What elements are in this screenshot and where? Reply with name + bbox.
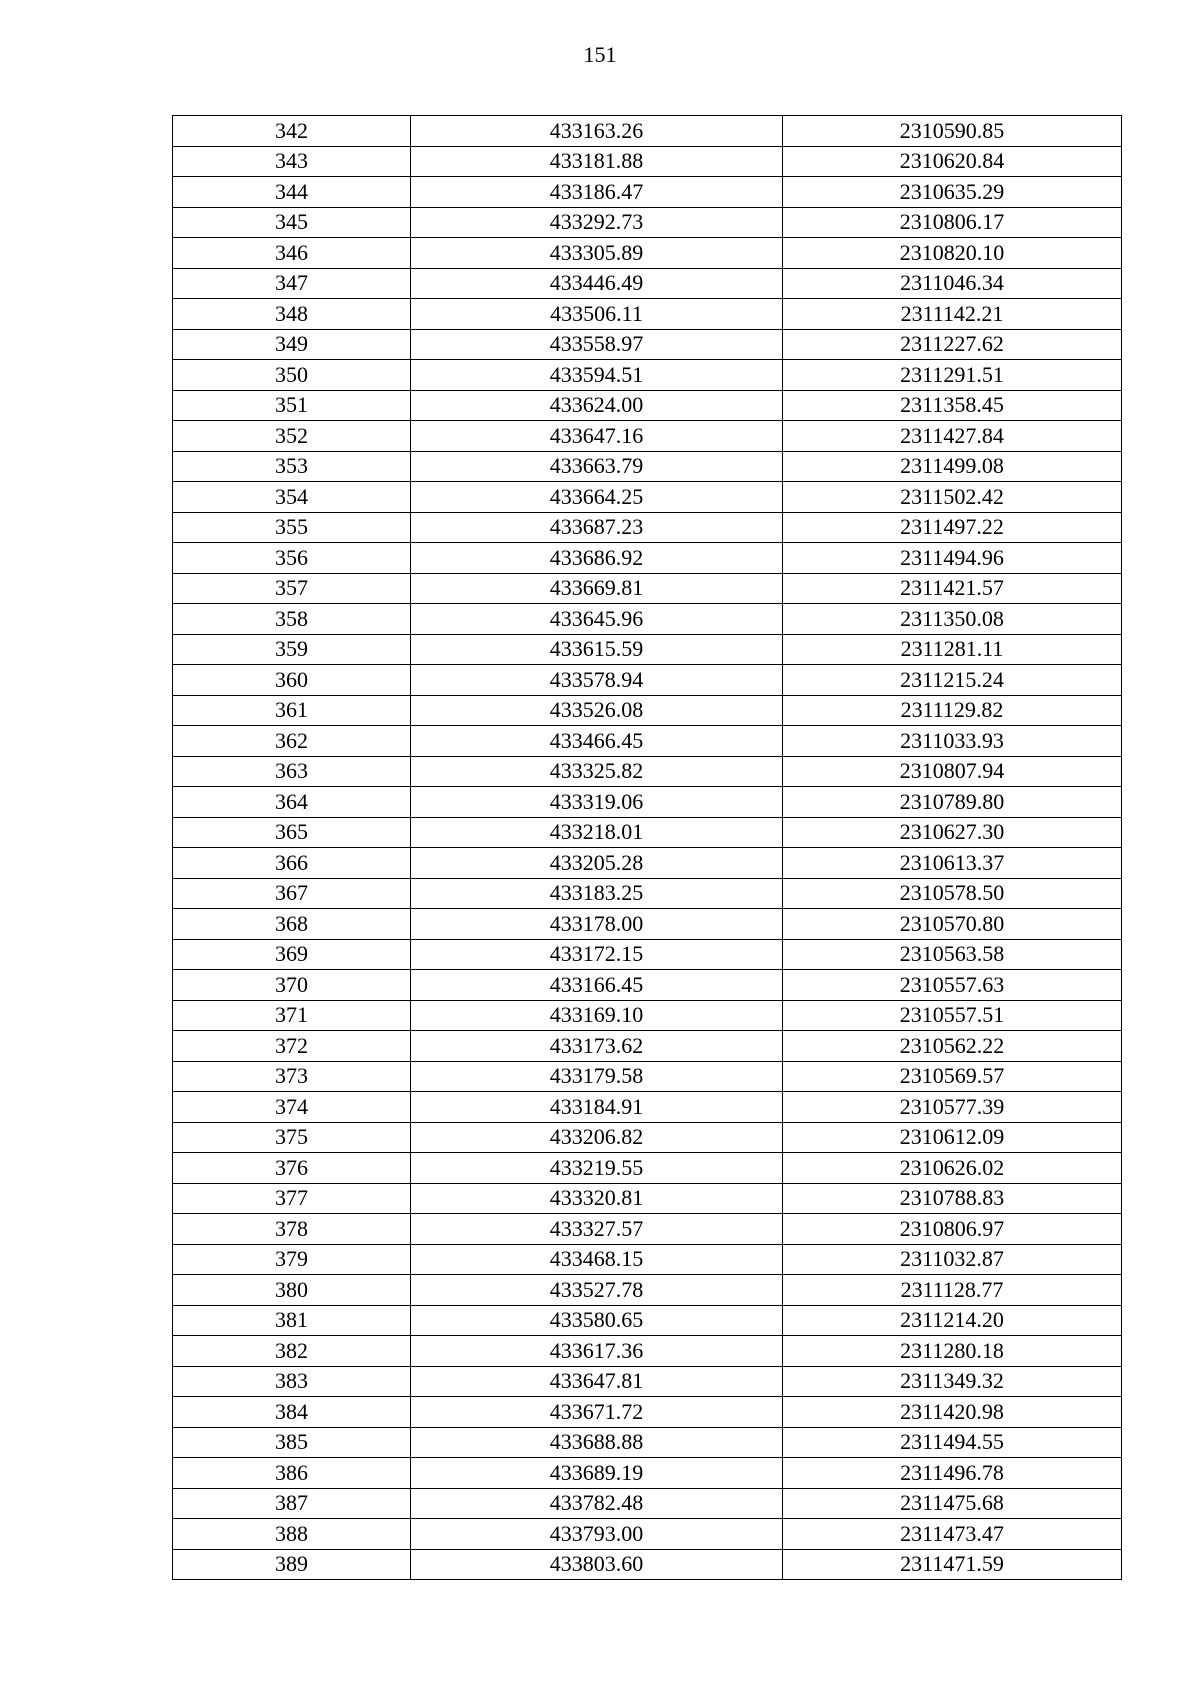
table-row (173, 207, 1122, 238)
point-number-cell: 377 (173, 1183, 411, 1214)
y-coordinate-cell: 2310789.80 (783, 787, 1122, 818)
x-coordinate-cell: 433617.36 (411, 1336, 783, 1367)
table-row (173, 573, 1122, 604)
point-number-cell: 353 (173, 451, 411, 482)
point-number-cell: 366 (173, 848, 411, 879)
table-row (173, 482, 1122, 513)
table-row (173, 390, 1122, 421)
y-coordinate-cell: 2310569.57 (783, 1061, 1122, 1092)
x-coordinate-cell: 433466.45 (411, 726, 783, 757)
point-number-cell: 367 (173, 878, 411, 909)
y-coordinate-cell: 2311494.55 (783, 1427, 1122, 1458)
x-coordinate-cell: 433325.82 (411, 756, 783, 787)
table-row (173, 1397, 1122, 1428)
table-row (173, 1549, 1122, 1580)
x-coordinate-cell: 433671.72 (411, 1397, 783, 1428)
point-number-cell: 362 (173, 726, 411, 757)
x-coordinate-cell: 433163.26 (411, 116, 783, 147)
point-number-cell: 343 (173, 146, 411, 177)
point-number-cell: 384 (173, 1397, 411, 1428)
point-number-cell: 350 (173, 360, 411, 391)
x-coordinate-cell: 433468.15 (411, 1244, 783, 1275)
y-coordinate-cell: 2311475.68 (783, 1488, 1122, 1519)
x-coordinate-cell: 433169.10 (411, 1000, 783, 1031)
y-coordinate-cell: 2311471.59 (783, 1549, 1122, 1580)
table-row (173, 299, 1122, 330)
y-coordinate-cell: 2310807.94 (783, 756, 1122, 787)
point-number-cell: 345 (173, 207, 411, 238)
table-row (173, 695, 1122, 726)
x-coordinate-cell: 433327.57 (411, 1214, 783, 1245)
point-number-cell: 370 (173, 970, 411, 1001)
point-number-cell: 348 (173, 299, 411, 330)
table-row (173, 817, 1122, 848)
point-number-cell: 365 (173, 817, 411, 848)
x-coordinate-cell: 433446.49 (411, 268, 783, 299)
table-row (173, 604, 1122, 635)
table-row (173, 1366, 1122, 1397)
x-coordinate-cell: 433184.91 (411, 1092, 783, 1123)
point-number-cell: 346 (173, 238, 411, 269)
y-coordinate-cell: 2311227.62 (783, 329, 1122, 360)
y-coordinate-cell: 2311215.24 (783, 665, 1122, 696)
table-row (173, 238, 1122, 269)
point-number-cell: 375 (173, 1122, 411, 1153)
y-coordinate-cell: 2310627.30 (783, 817, 1122, 848)
point-number-cell: 359 (173, 634, 411, 665)
point-number-cell: 360 (173, 665, 411, 696)
x-coordinate-cell: 433183.25 (411, 878, 783, 909)
x-coordinate-cell: 433320.81 (411, 1183, 783, 1214)
table-row (173, 1244, 1122, 1275)
table-row (173, 116, 1122, 147)
y-coordinate-cell: 2310806.97 (783, 1214, 1122, 1245)
table-row (173, 1275, 1122, 1306)
table-row (173, 1061, 1122, 1092)
table-row (173, 451, 1122, 482)
x-coordinate-cell: 433580.65 (411, 1305, 783, 1336)
y-coordinate-cell: 2310563.58 (783, 939, 1122, 970)
point-number-cell: 363 (173, 756, 411, 787)
table-row (173, 1153, 1122, 1184)
x-coordinate-cell: 433292.73 (411, 207, 783, 238)
x-coordinate-cell: 433305.89 (411, 238, 783, 269)
x-coordinate-cell: 433647.16 (411, 421, 783, 452)
table-row (173, 1122, 1122, 1153)
table-row (173, 939, 1122, 970)
x-coordinate-cell: 433506.11 (411, 299, 783, 330)
y-coordinate-cell: 2310626.02 (783, 1153, 1122, 1184)
table-row (173, 1336, 1122, 1367)
point-number-cell: 357 (173, 573, 411, 604)
point-number-cell: 364 (173, 787, 411, 818)
x-coordinate-cell: 433186.47 (411, 177, 783, 208)
y-coordinate-cell: 2311032.87 (783, 1244, 1122, 1275)
x-coordinate-cell: 433686.92 (411, 543, 783, 574)
y-coordinate-cell: 2310562.22 (783, 1031, 1122, 1062)
x-coordinate-cell: 433647.81 (411, 1366, 783, 1397)
table-row (173, 1092, 1122, 1123)
table-row (173, 421, 1122, 452)
point-number-cell: 378 (173, 1214, 411, 1245)
point-number-cell: 381 (173, 1305, 411, 1336)
y-coordinate-cell: 2311142.21 (783, 299, 1122, 330)
point-number-cell: 386 (173, 1458, 411, 1489)
coordinates-table (172, 115, 1122, 1580)
y-coordinate-cell: 2310570.80 (783, 909, 1122, 940)
x-coordinate-cell: 433689.19 (411, 1458, 783, 1489)
point-number-cell: 376 (173, 1153, 411, 1184)
y-coordinate-cell: 2310577.39 (783, 1092, 1122, 1123)
point-number-cell: 383 (173, 1366, 411, 1397)
x-coordinate-cell: 433687.23 (411, 512, 783, 543)
point-number-cell: 351 (173, 390, 411, 421)
point-number-cell: 379 (173, 1244, 411, 1275)
x-coordinate-cell: 433218.01 (411, 817, 783, 848)
table-row (173, 1305, 1122, 1336)
table-row (173, 1519, 1122, 1550)
point-number-cell: 342 (173, 116, 411, 147)
x-coordinate-cell: 433594.51 (411, 360, 783, 391)
x-coordinate-cell: 433319.06 (411, 787, 783, 818)
table-row (173, 665, 1122, 696)
table-row (173, 634, 1122, 665)
point-number-cell: 356 (173, 543, 411, 574)
point-number-cell: 361 (173, 695, 411, 726)
table-row (173, 848, 1122, 879)
y-coordinate-cell: 2310820.10 (783, 238, 1122, 269)
y-coordinate-cell: 2310613.37 (783, 848, 1122, 879)
y-coordinate-cell: 2310620.84 (783, 146, 1122, 177)
x-coordinate-cell: 433173.62 (411, 1031, 783, 1062)
x-coordinate-cell: 433688.88 (411, 1427, 783, 1458)
table-row (173, 1031, 1122, 1062)
table-row (173, 756, 1122, 787)
point-number-cell: 349 (173, 329, 411, 360)
point-number-cell: 387 (173, 1488, 411, 1519)
table-row (173, 1214, 1122, 1245)
x-coordinate-cell: 433179.58 (411, 1061, 783, 1092)
x-coordinate-cell: 433526.08 (411, 695, 783, 726)
table-row (173, 268, 1122, 299)
table-row (173, 1488, 1122, 1519)
point-number-cell: 380 (173, 1275, 411, 1306)
x-coordinate-cell: 433782.48 (411, 1488, 783, 1519)
y-coordinate-cell: 2311281.11 (783, 634, 1122, 665)
y-coordinate-cell: 2311427.84 (783, 421, 1122, 452)
y-coordinate-cell: 2311046.34 (783, 268, 1122, 299)
y-coordinate-cell: 2311473.47 (783, 1519, 1122, 1550)
x-coordinate-cell: 433615.59 (411, 634, 783, 665)
page-number: 151 (583, 42, 617, 67)
y-coordinate-cell: 2311499.08 (783, 451, 1122, 482)
y-coordinate-cell: 2310806.17 (783, 207, 1122, 238)
table-row (173, 543, 1122, 574)
x-coordinate-cell: 433669.81 (411, 573, 783, 604)
y-coordinate-cell: 2310590.85 (783, 116, 1122, 147)
point-number-cell: 389 (173, 1549, 411, 1580)
x-coordinate-cell: 433205.28 (411, 848, 783, 879)
x-coordinate-cell: 433558.97 (411, 329, 783, 360)
table-row (173, 1458, 1122, 1489)
y-coordinate-cell: 2310578.50 (783, 878, 1122, 909)
y-coordinate-cell: 2311033.93 (783, 726, 1122, 757)
point-number-cell: 374 (173, 1092, 411, 1123)
y-coordinate-cell: 2310612.09 (783, 1122, 1122, 1153)
x-coordinate-cell: 433172.15 (411, 939, 783, 970)
y-coordinate-cell: 2311214.20 (783, 1305, 1122, 1336)
y-coordinate-cell: 2311350.08 (783, 604, 1122, 635)
x-coordinate-cell: 433166.45 (411, 970, 783, 1001)
point-number-cell: 372 (173, 1031, 411, 1062)
point-number-cell: 371 (173, 1000, 411, 1031)
point-number-cell: 347 (173, 268, 411, 299)
point-number-cell: 352 (173, 421, 411, 452)
x-coordinate-cell: 433803.60 (411, 1549, 783, 1580)
point-number-cell: 368 (173, 909, 411, 940)
x-coordinate-cell: 433178.00 (411, 909, 783, 940)
y-coordinate-cell: 2311502.42 (783, 482, 1122, 513)
table-row (173, 726, 1122, 757)
table-row (173, 1183, 1122, 1214)
point-number-cell: 373 (173, 1061, 411, 1092)
point-number-cell: 355 (173, 512, 411, 543)
table-row (173, 909, 1122, 940)
y-coordinate-cell: 2311129.82 (783, 695, 1122, 726)
table-row (173, 787, 1122, 818)
point-number-cell: 344 (173, 177, 411, 208)
x-coordinate-cell: 433527.78 (411, 1275, 783, 1306)
x-coordinate-cell: 433793.00 (411, 1519, 783, 1550)
table-row (173, 1427, 1122, 1458)
table-row (173, 177, 1122, 208)
point-number-cell: 358 (173, 604, 411, 635)
point-number-cell: 369 (173, 939, 411, 970)
table-row (173, 360, 1122, 391)
x-coordinate-cell: 433578.94 (411, 665, 783, 696)
y-coordinate-cell: 2310557.51 (783, 1000, 1122, 1031)
y-coordinate-cell: 2310557.63 (783, 970, 1122, 1001)
x-coordinate-cell: 433219.55 (411, 1153, 783, 1184)
table-row (173, 878, 1122, 909)
y-coordinate-cell: 2311496.78 (783, 1458, 1122, 1489)
x-coordinate-cell: 433645.96 (411, 604, 783, 635)
y-coordinate-cell: 2311349.32 (783, 1366, 1122, 1397)
y-coordinate-cell: 2310788.83 (783, 1183, 1122, 1214)
y-coordinate-cell: 2311358.45 (783, 390, 1122, 421)
y-coordinate-cell: 2311128.77 (783, 1275, 1122, 1306)
point-number-cell: 385 (173, 1427, 411, 1458)
table-row (173, 1000, 1122, 1031)
x-coordinate-cell: 433664.25 (411, 482, 783, 513)
point-number-cell: 382 (173, 1336, 411, 1367)
y-coordinate-cell: 2310635.29 (783, 177, 1122, 208)
y-coordinate-cell: 2311421.57 (783, 573, 1122, 604)
y-coordinate-cell: 2311291.51 (783, 360, 1122, 391)
y-coordinate-cell: 2311497.22 (783, 512, 1122, 543)
x-coordinate-cell: 433181.88 (411, 146, 783, 177)
x-coordinate-cell: 433206.82 (411, 1122, 783, 1153)
y-coordinate-cell: 2311280.18 (783, 1336, 1122, 1367)
table-row (173, 512, 1122, 543)
point-number-cell: 354 (173, 482, 411, 513)
y-coordinate-cell: 2311494.96 (783, 543, 1122, 574)
x-coordinate-cell: 433624.00 (411, 390, 783, 421)
x-coordinate-cell: 433663.79 (411, 451, 783, 482)
y-coordinate-cell: 2311420.98 (783, 1397, 1122, 1428)
point-number-cell: 388 (173, 1519, 411, 1550)
table-row (173, 146, 1122, 177)
table-row (173, 329, 1122, 360)
coordinates-table-body (173, 116, 1122, 1580)
table-row (173, 970, 1122, 1001)
